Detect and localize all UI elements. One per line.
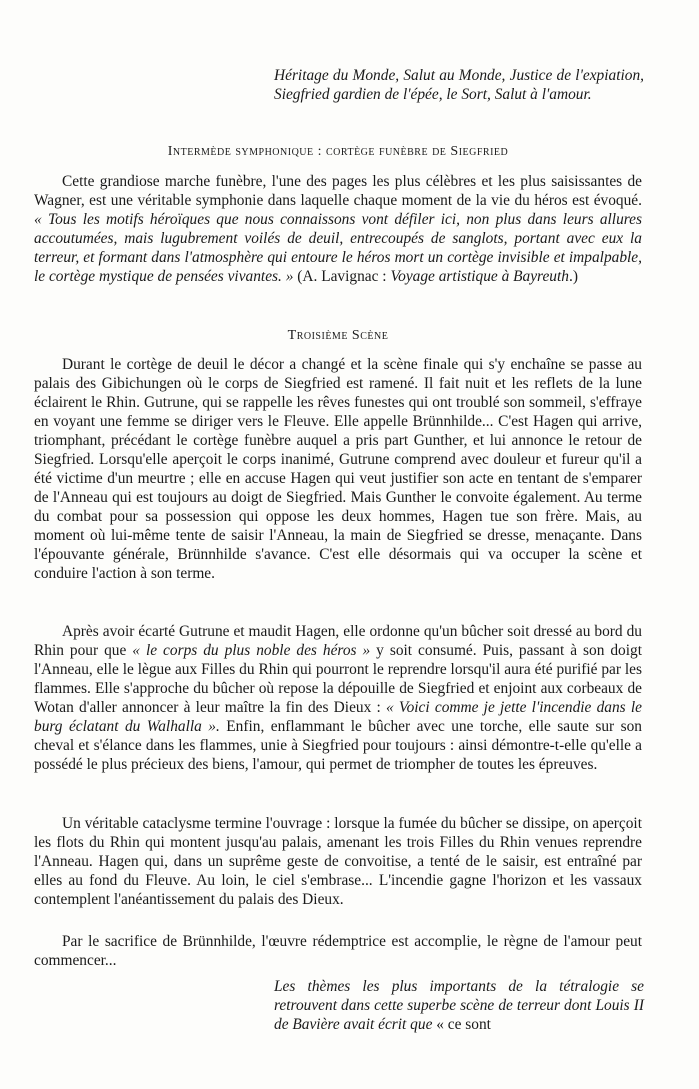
section-heading-scene3: Troisième Scène [287, 328, 389, 343]
para1-quote: « Tous les motifs héroïques que nous connaissons vont défiler ici, non plus dans leurs allures accoutumées, mais lugubrement voilés de deuil, entrecoupés de sanglots, portant avec eux la terreur, et formant dans l'atmosphère qui entoure le héros mort un cortège invisible et impalpable, le cortège mystique de pensées vivantes. » [34, 211, 642, 285]
para1-cite-title: Voyage artistique à Bayreuth [390, 268, 569, 285]
closing-quote-start: « ce sont [436, 1016, 491, 1033]
paragraph-scene3-summary: Durant le cortège de deuil le décor a changé et la scène finale qui s'y enchaîne se passe au palais des Gibichungen où le corps de Siegfried est ramené. Il fait nuit et les reflets de la lune éclairent le Rhin. Gutrune, qui se rappelle les rêves funestes qui ont troublé son sommeil, s'effraye en voyant une femme se diriger vers le Fleuve. Elle appelle Brünnhilde... C'est Hagen qui arrive, triomphant, précédant le cortège funèbre auquel a pris part Gunther, et lui annonce le retour de Siegfried. Lorsqu'elle aperçoit le corps inanimé, Gutrune comprend avec douleur et fureur qu'il a été victime d'un meurtre ; elle en accuse Hagen qui veut justifier son acte en tentant de s'emparer de l'Anneau qui est toujours au doigt de Siegfried. Mais Gunther le convoite également. Au terme du combat pour sa possession qui oppose les deux hommes, Hagen tue son frère. Mais, au moment où lui-même tente de saisir l'Anneau, la main de Siegfried se dresse, menaçante. Dans l'épouvante générale, Brünnhilde s'avance. C'est elle désormais qui va occuper la scène et conduire l'action à son terme. [34, 356, 642, 582]
paragraph-brunnhilde-pyre [34, 622, 642, 774]
para3-a: Après avoir écarté Gutrune et maudit Hagen, elle ordonne qu'un bûcher soit dressé au bord du Rhin pour que [34, 623, 642, 659]
para3-c: Enfin, enflammant le bûcher avec une torche, elle saute sur son cheval et s'élance dans les flammes, unie à Siegfried pour toujours : ainsi démontre-t-elle qu'elle a possédé le plus précieux des biens, l'amour, qui permet de triompher de toutes les épreuves. [34, 718, 643, 773]
para1-cite-lead: (A. Lavignac : [293, 268, 391, 285]
closing-text: Les thèmes les plus importants de la tétralogie se retrouvent dans cette superbe scène de terreur dont Louis II de Bavière avait écrit que [274, 978, 644, 1033]
themes-list-intro: Héritage du Monde, Salut au Monde, Justice de l'expiation, Siegfried gardien de l'épée, le Sort, Salut à l'amour. [274, 67, 644, 103]
paragraph-redemption: Par le sacrifice de Brünnhilde, l'œuvre rédemptrice est accomplie, le règne de l'amour peut commencer... [34, 933, 642, 969]
paragraph-cataclysm: Un véritable cataclysme termine l'ouvrage : lorsque la fumée du bûcher se dissipe, on aperçoit les flots du Rhin qui montent jusqu'au palais, amenant les trois Filles du Rhin venues reprendre l'Anneau. Hagen qui, dans un suprême geste de convoitise, a tenté de le saisir, est entraîné par elles au fond du Fleuve. Au loin, le ciel s'embrase... L'incendie gagne l'horizon et les vassaux contemplent l'anéantissement du palais des Dieux. [34, 815, 642, 908]
para1-cite-end: .) [568, 268, 578, 285]
para1-lead: Cette grandiose marche funèbre, l'une des pages les plus célèbres et les plus saisissantes de Wagner, est une véritable symphonie dans laquelle chaque moment de la vie du héros est évoqué. [34, 173, 642, 209]
para3-quote2: « Voici comme je jette l'incendie dans le burg éclatant du Walhalla ». [34, 699, 642, 735]
para3-quote1: « le corps du plus noble des héros » [132, 642, 371, 659]
themes-closing-intro [274, 977, 644, 1034]
para3-b: y soit consumé. Puis, passant à son doigt l'Anneau, elle le lègue aux Filles du Rhin qui pourront le reprendre lorsqu'il aura été purifié par les flammes. Elle s'approche du bûcher où repose la dépouille de Siegfried et enjoint aux corbeaux de Wotan d'aller annoncer à leur maître la fin des Dieux : [34, 642, 642, 716]
paragraph-funeral-march [34, 172, 642, 286]
section-heading-intermede: Intermède symphonique : cortège funèbre de Siegfried [167, 144, 509, 159]
